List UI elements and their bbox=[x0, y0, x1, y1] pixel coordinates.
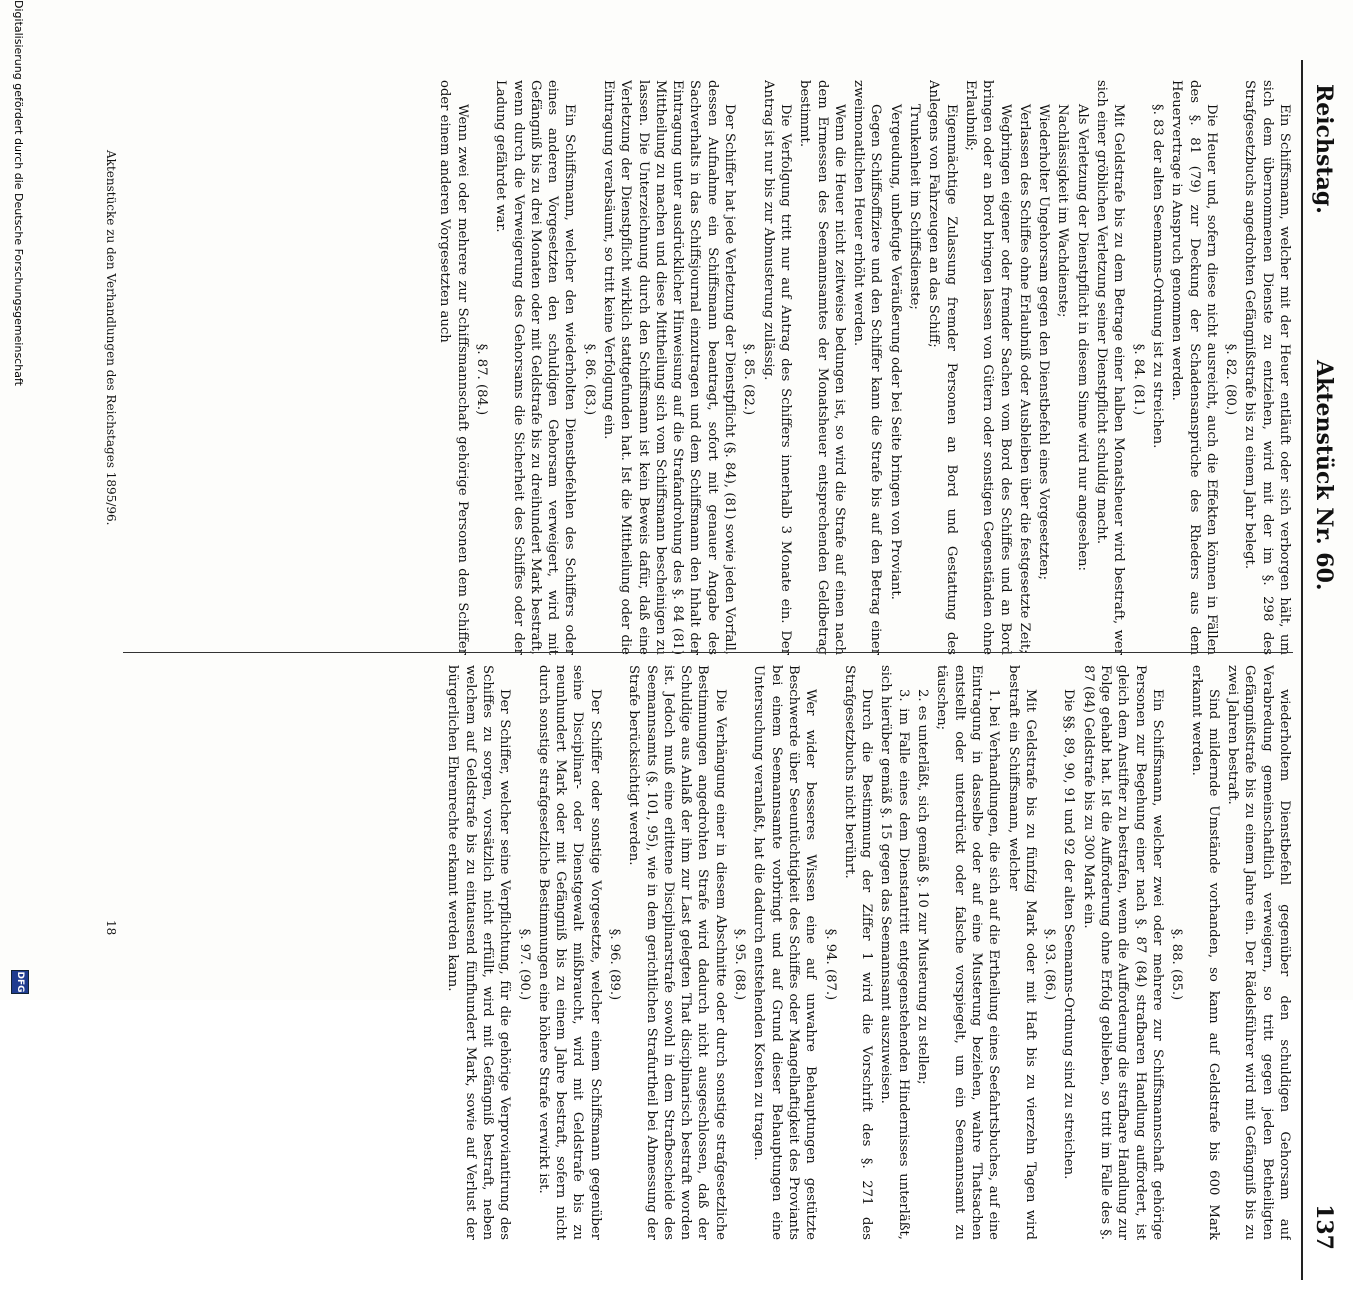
section-heading: §. 97. (90.) bbox=[516, 928, 532, 1001]
page-header bbox=[1301, 60, 1341, 1290]
paragraph: Eigenmächtige Zulassung fremder Personen an Bord und Gestattung des Anlegens von Fahrzeugen an das Schiff; bbox=[926, 80, 959, 655]
section-heading: §. 96. (89.) bbox=[607, 928, 623, 1001]
paragraph: Gegen Schiffsoffiziere und den Schiffer kann die Strafe bis auf den Betrag einer zweimonatlichen Heuer erhöht werden. bbox=[851, 80, 884, 655]
section-heading: §. 82. (80.) bbox=[1223, 343, 1239, 416]
left-column bbox=[123, 80, 1293, 655]
footer-source: Aktenstücke zu den Verhandlungen des Reichstages 1895/96. bbox=[104, 150, 118, 526]
column-divider bbox=[123, 652, 1293, 653]
paragraph: Wenn die Heuer nicht zeitweise bedungen ist, so wird die Strafe auf einen nach dem Ermessen des Seemannsamtes der Monatsheuer entsprechenden Geldbetrag bestimmt. bbox=[797, 80, 847, 655]
paragraph: Die Verfolgung tritt nur auf Antrag des Schiffers innerhalb 3 Monate ein. Der Antrag ist nur bis zur Abmusterung zulässig. bbox=[760, 80, 793, 655]
paragraph: Nachlässigkeit im Wachdienste; bbox=[1055, 104, 1071, 318]
digitization-stamp bbox=[5, 0, 35, 1000]
paragraph: Der Schiffer, welcher seine Verpflichtung, für die gehörige Verproviantirung des Schiffes zu sorgen, vorsätzlich nicht erfüllt, wird mit Gefängniß bestraft, neben welchem auf Geldstrafe bis zu eintausend fünfhundert Mark, sowie auf Verlust der bürgerlichen Ehrenrechte erkannt werden kann. bbox=[445, 665, 513, 1240]
paragraph: Ein Schiffsmann, welcher zwei oder mehrere zur Schiffsmannschaft gehörige Personen zur Begehung einer nach §. 87 (84) strafbaren Handlung auffordert, ist gleich dem Anstifter zu bestrafen, wenn die Aufforderung die strafbare Handlung zur Folge gehabt hat. Ist die Aufforderung ohne Erfolg geblieben, so tritt im Falle des §. 87 (84) Geldstrafe bis zu 300 Mark ein. bbox=[1080, 665, 1165, 1240]
paragraph: wiederholtem Dienstbefehl gegenüber den schuldigen Gehorsam auf Verabredung gemeinschaftlich verweigern, so tritt gegen jeden Betheiligten Gefängnißstrafe bis zu einem Jahre ein. Der Rädelsführer wird mit Gefängniß bis zu zwei Jahren bestraft. bbox=[1225, 665, 1292, 1240]
paragraph: Der Schiffer hat jede Verletzung der Dienstpflicht (§. 84), (81) sowie jeden Vorfall, dessen Aufnahme ein Schiffsmann beantragt, sofort mit genauer Angabe des Sachverhalts in das Schiffsjournal einzutragen und dem Schiffsmann den Inhalt der Eintragung unter ausdrücklicher Hinweisung auf die Strafandrohung des §. 84 (81) Mittheilung zu machen und diese Mittheilung sich vom Schiffsmann bescheinigen zu lassen. Die Unterzeichnung durch den Schiffsmann ist kein Beweis dafür, daß eine Verletzung der Dienstpflicht wirklich stattgefunden hat. Ist die Mittheilung oder die Eintragung verabsäumt, so tritt keine Verfolgung ein. bbox=[601, 80, 738, 655]
paragraph: Mit Geldstrafe bis zu dem Betrage einer halben Monatsheuer wird bestraft, wer sich einer gröblichen Verletzung seiner Dienstpflicht schuldig macht. bbox=[1094, 80, 1127, 655]
paragraph: Wegbringen eigener oder fremder Sachen vom Bord des Schiffes und an Bord bringen oder an Bord bringen lassen von Gütern oder sonstigen Gegenständen ohne Erlaubniß; bbox=[962, 80, 1013, 655]
footer-page-code: 18 bbox=[104, 920, 118, 936]
right-column bbox=[123, 665, 1293, 1240]
section-heading: §. 86. (83.) bbox=[581, 343, 597, 416]
paragraph: Die §§. 89, 90, 91 und 92 der alten Seemanns-Ordnung sind zu streichen. bbox=[1061, 689, 1077, 1180]
paragraph: Trunkenheit im Schiffsdienste; bbox=[907, 104, 923, 310]
section-heading: §. 84. (81.) bbox=[1130, 343, 1146, 416]
paragraph: Vergeudung, unbefugte Veräußerung oder bei Seite bringen von Proviant. bbox=[887, 104, 903, 600]
paragraph: Ein Schiffsmann, welcher den wiederholten Dienstbefehlen des Schiffers oder eines anderen Vorgesetzten den schuldigen Gehorsam verweigert, wird mit Gefängniß bis zu drei Monaten oder mit Geldstrafe bis zu dreihundert Mark bestraft, wenn durch die Verweigerung des Gehorsams die Sicherheit des Schiffes oder der Ladung gefährdet war. bbox=[493, 80, 578, 655]
paragraph: Wer wider besseres Wissen eine auf unwahre Behauptungen gestützte Beschwerde über Seeuntüchtigkeit des Schiffes oder Mangelhaftigkeit des Proviants bei einem Seemannsamte vorbringt und auf Grund dieser Behauptungen eine Untersuchung veranlaßt, hat die dadurch entstehenden Kosten zu tragen. bbox=[751, 665, 819, 1240]
paragraph: Durch die Bestimmung der Ziffer 1 wird die Vorschrift des §. 271 des Strafgesetzbuchs nicht berührt. bbox=[841, 665, 875, 1240]
paragraph: Als Verletzung der Dienstpflicht in diesem Sinne wird nur angesehen: bbox=[1074, 104, 1090, 571]
paragraph: Mit Geldstrafe bis zu fünfzig Mark oder mit Haft bis zu vierzehn Tagen wird bestraft ein Schiffsmann, welcher bbox=[1005, 665, 1038, 1240]
paragraph: Der Schiffer oder sonstige Vorgesetzte, welcher einem Schiffsmann gegenüber seine Disciplinar- oder Dienstgewalt mißbraucht, wird mit Geldstrafe bis zu neunhundert Mark oder mit Gefängniß bis zu einem Jahre bestraft, sofern nicht durch sonstige strafgesetzliche Bestimmungen eine höhere Strafe verwirkt ist. bbox=[535, 665, 603, 1240]
header-title: Aktenstück Nr. 60. bbox=[1311, 360, 1337, 591]
header-left: Reichstag. bbox=[1311, 84, 1337, 214]
dfg-logo-icon: DFG bbox=[11, 970, 29, 994]
paragraph: Die Verhängung einer in diesem Abschnitte oder durch sonstige strafgesetzliche Bestimmungen angedrohten Strafe wird dadurch nicht ausgeschlossen, daß der Schuldige aus Anlaß der ihm zur Last gelegten That disciplinarisch bestraft worden ist. Jedoch muß eine erlittene Disciplinarstrafe sowohl in dem Strafbescheide des Seemannsamts (§. 101, 95), wie in dem gerichtlichen Strafurtheil bei Abmessung der Strafe berücksichtigt werden. bbox=[626, 665, 728, 1240]
page-number: 137 bbox=[1311, 1204, 1337, 1250]
section-heading: §. 88. (85.) bbox=[1169, 928, 1185, 1001]
list-item: 3. im Falle eines dem Dienstantritt entgegenstehenden Hindernisses unterläßt, sich hierüber gemäß §. 15 gegen das Seemannsamt auszuweisen. bbox=[878, 665, 911, 1240]
section-heading: §. 87. (84.) bbox=[473, 343, 489, 416]
paragraph: Wiederholter Ungehorsam gegen den Dienstbefehl eines Vorgesetzten; bbox=[1036, 104, 1052, 581]
section-heading: §. 94. (87.) bbox=[822, 928, 838, 1001]
list-item: 1. bei Verhandlungen, die sich auf die Ertheilung eines Seefahrtsbuches, auf eine Eintragung in dasselbe oder auf eine Musterung beziehen, wahre Thatsachen entstellt oder unterdrückt oder falsche vorspiegelt, um ein Seemannsamt zu täuschen; bbox=[934, 665, 1002, 1240]
section-heading: §. 85. (82.) bbox=[741, 343, 757, 416]
paragraph: Sind mildernde Umstände vorhanden, so kann auf Geldstrafe bis 600 Mark erkannt werden. bbox=[1188, 665, 1221, 1240]
section-heading: §. 93. (86.) bbox=[1042, 928, 1058, 1001]
section-heading: §. 95. (88.) bbox=[732, 928, 748, 1001]
header-rule bbox=[1301, 60, 1303, 1280]
list-item: 2. es unterläßt, sich gemäß §. 10 zur Musterung zu stellen; bbox=[915, 689, 931, 1085]
paragraph: Verlassen des Schiffes ohne Erlaubniß oder Ausbleiben über die festgesetzte Zeit; bbox=[1016, 104, 1032, 654]
stamp-text: Digitalisierung gefördert durch die Deutsche Forschungsgemeinschaft bbox=[12, 0, 25, 386]
paragraph: §. 83 der alten Seemanns-Ordnung ist zu streichen. bbox=[1149, 104, 1165, 449]
paragraph: Ein Schiffsmann, welcher mit der Heuer entläuft oder sich verborgen hält, um sich dem übernommenen Dienste zu entziehen, wird mit der im §. 298 des Strafgesetzbuchs angedrohten Gefängnißstrafe bis zu einem Jahr belegt. bbox=[1242, 80, 1292, 655]
paragraph: Die Heuer und, sofern diese nicht ausreicht, auch die Effekten können in Fällen des §. 81 (79) zur Deckung der Schadensansprüche des Rheders aus dem Heuervertrage in Anspruch genommen werden. bbox=[1169, 80, 1219, 655]
paragraph: Wenn zwei oder mehrere zur Schiffsmannschaft gehörige Personen dem Schiffer oder einem anderen Vorgesetzten auch bbox=[437, 80, 470, 655]
